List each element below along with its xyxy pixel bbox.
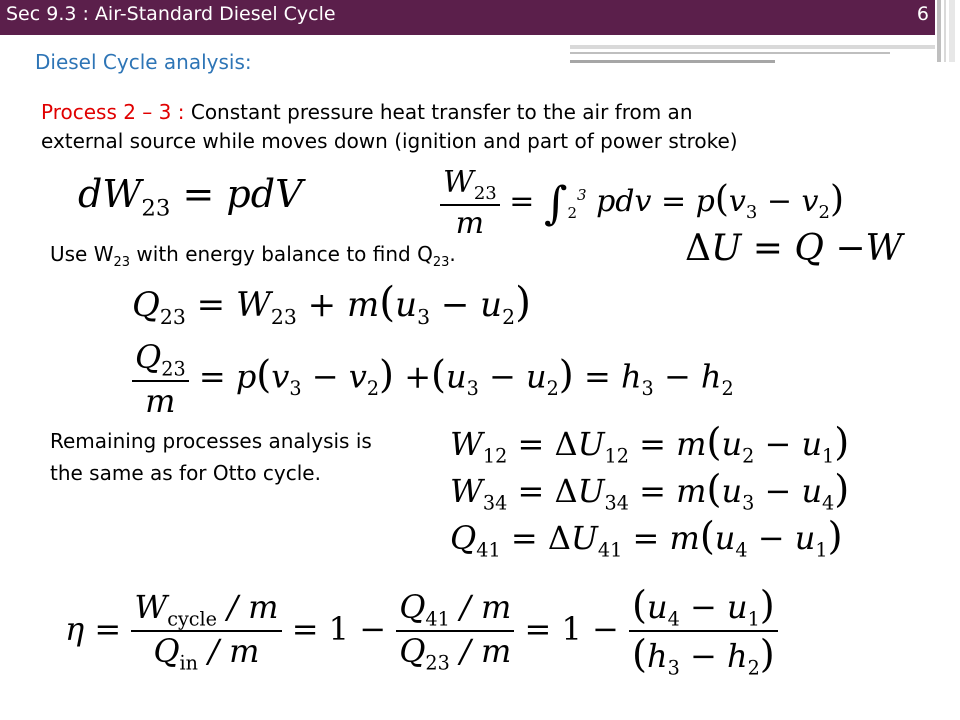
process-description	[41, 98, 921, 156]
process-line-1: Constant pressure heat transfer to the air from an	[184, 100, 693, 124]
remaining-processes-text	[50, 425, 372, 489]
use-text-prefix: Use W	[50, 242, 114, 266]
process-label: Process 2 – 3 :	[41, 100, 185, 124]
equation-work-integral: $\frac{W_{23}}{m}$ = $\int_2^3$ pdv = $p(v_3 - v_2)$	[440, 165, 844, 241]
side-decoration-bar-3	[949, 0, 955, 62]
equation-w12: $W_{12} = \Delta U_{12} = m(u_2 - u_1)$	[450, 420, 850, 468]
side-decoration-bar-2	[944, 0, 946, 62]
use-text-middle: with energy balance to find Q	[130, 242, 433, 266]
slide-number: 6	[916, 3, 929, 25]
header-decoration-line-3	[570, 60, 775, 63]
equation-q41: $Q_{41} = \Delta U_{41} = m(u_4 - u_1)$	[450, 514, 843, 562]
equation-work-differential: $dW_{23}$ = pdV	[78, 172, 303, 222]
header-decoration-line	[570, 45, 935, 49]
use-text-sub-q: 23	[432, 255, 450, 270]
equation-energy-balance: ΔU = Q −W	[685, 228, 903, 269]
equation-heat-per-mass: $\frac{Q_{23}}{m}$ = $p(v_3 - v_2) +(u_3 - u_2) = h_3 - h_2$	[132, 338, 734, 420]
remaining-line-1: Remaining processes analysis is	[50, 429, 372, 453]
header-decoration-stripe	[0, 32, 935, 35]
equation-w34: $W_{34} = \Delta U_{34} = m(u_3 - u_4)$	[450, 467, 850, 515]
section-subtitle: Diesel Cycle analysis:	[35, 50, 252, 74]
header-decoration-line-2	[570, 52, 890, 54]
process-line-2: external source while moves down (ignition and part of power stroke)	[41, 129, 738, 153]
equation-heat-transfer: $Q_{23} = W_{23} + m(u_3 - u_2)$	[132, 278, 531, 329]
use-text-sub-w: 23	[113, 255, 131, 270]
side-decoration-bar-1	[937, 0, 941, 62]
remaining-line-2: the same as for Otto cycle.	[50, 461, 321, 485]
energy-balance-instruction	[50, 242, 456, 270]
slide-header-bar	[0, 0, 935, 32]
slide-title: Sec 9.3 : Air-Standard Diesel Cycle	[6, 3, 336, 25]
equation-efficiency: η = $\frac{W_{cycle} / m}{Q_{in} / m}$ = 1 − $\frac{Q_{41} / m}{Q_{23} / m}$ = 1 − $\frac{(u_4 - u_1)}{(h_3 - h_2)}$	[65, 583, 778, 680]
use-text-suffix: .	[449, 242, 456, 266]
